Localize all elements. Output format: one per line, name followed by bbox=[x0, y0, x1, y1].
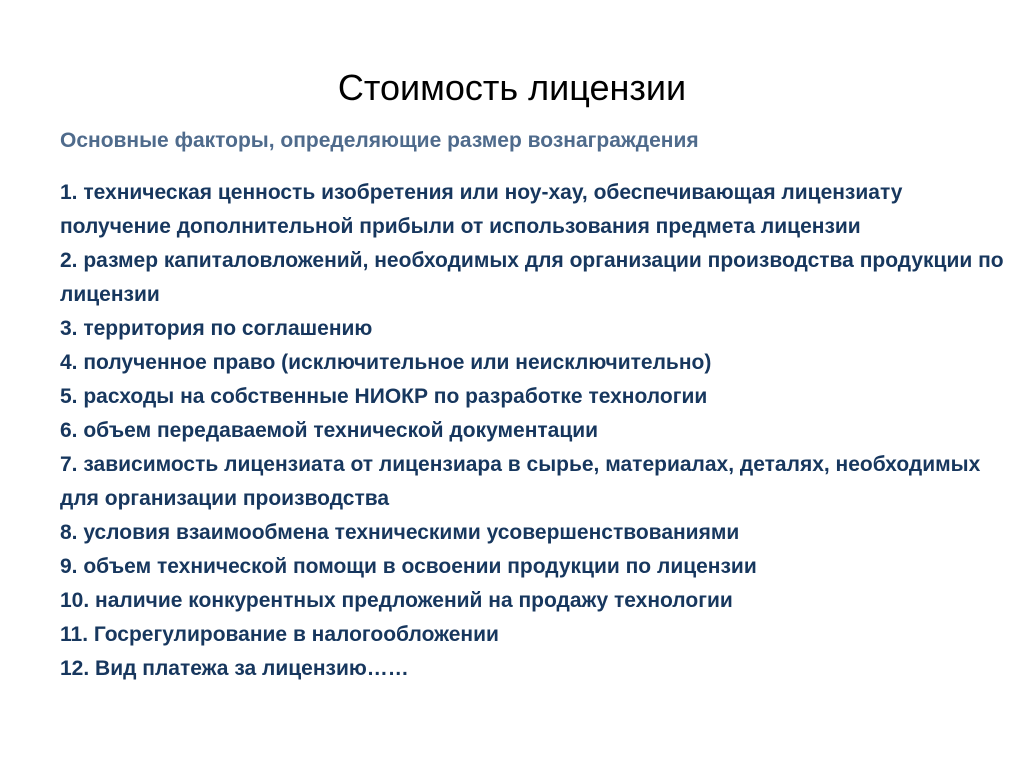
factor-item-1: 1. техническая ценность изобретения или ноу-хау, обеспечивающая лицензиату получение дополнительной прибыли от использования предмета лицензии bbox=[60, 181, 903, 238]
factor-item-6: 6. объем передаваемой технической документации bbox=[60, 419, 599, 442]
slide-title: Стоимость лицензии bbox=[337, 67, 687, 109]
factors-list bbox=[60, 176, 1010, 686]
factor-item-9: 9. объем технической помощи в освоении продукции по лицензии bbox=[60, 555, 757, 578]
factor-item-10: 10. наличие конкурентных предложений на продажу технологии bbox=[60, 589, 733, 612]
factor-item-4: 4. полученное право (исключительное или неисключительно) bbox=[60, 351, 712, 374]
slide-subtitle: Основные факторы, определяющие размер вознаграждения bbox=[60, 129, 699, 152]
factor-item-5: 5. расходы на собственные НИОКР по разработке технологии bbox=[60, 385, 708, 408]
factor-item-12: 12. Вид платежа за лицензию…… bbox=[60, 657, 409, 680]
factor-item-11: 11. Госрегулирование в налогообложении bbox=[60, 623, 499, 646]
factor-item-8: 8. условия взаимообмена техническими усовершенствованиями bbox=[60, 521, 740, 544]
factor-item-3: 3. территория по соглашению bbox=[60, 317, 373, 340]
factor-item-7: 7. зависимость лицензиата от лицензиара в сырье, материалах, деталях, необходимых для организации производства bbox=[60, 453, 981, 510]
factor-item-2: 2. размер капиталовложений, необходимых для организации производства продукции по лицензии bbox=[60, 249, 1004, 306]
